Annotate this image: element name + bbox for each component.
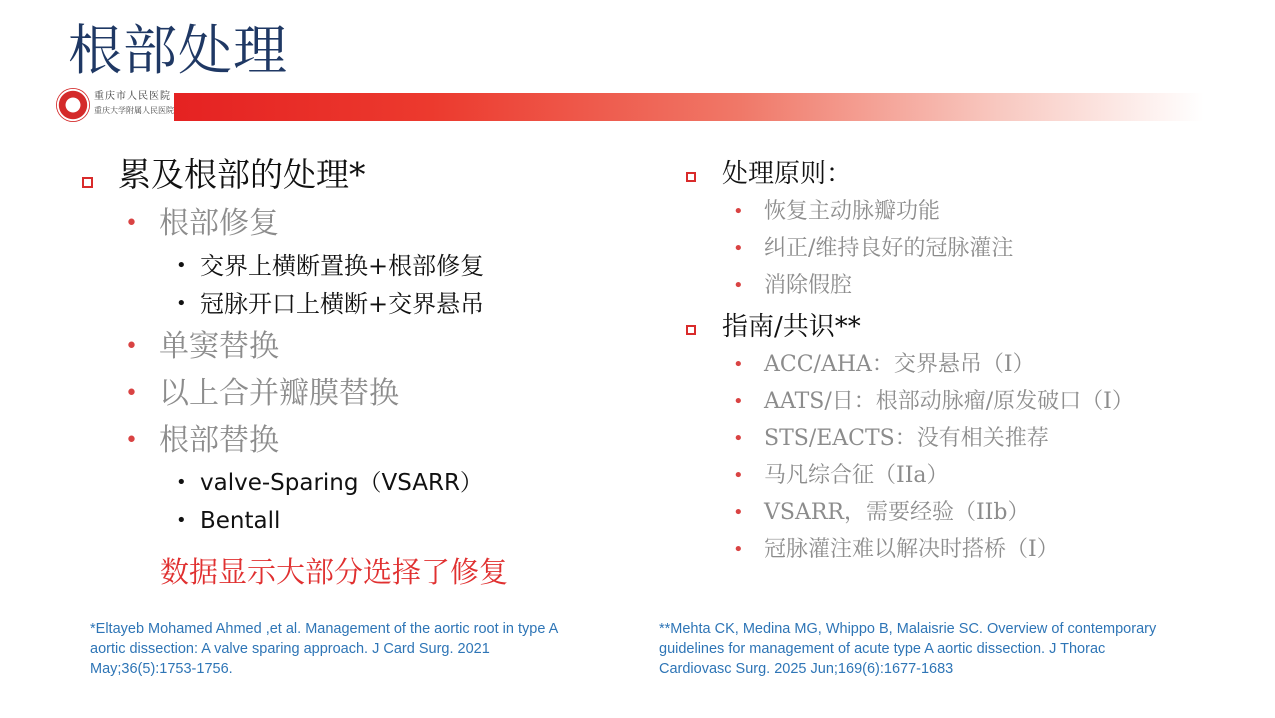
heading-text: 处理原则：: [722, 159, 853, 189]
sub-list-item: [80, 247, 640, 285]
item-text: Bentall: [200, 508, 281, 534]
reference-line: May;36(5):1753-1756.: [90, 661, 233, 677]
reference-line: **Mehta CK, Medina MG, Whippo B, Malaisrie SC. Overview of contemporary: [659, 621, 1157, 637]
reference-right: [659, 619, 1229, 679]
list-item: [686, 494, 1246, 531]
list-item: [80, 370, 640, 417]
dot-bullet-icon: •: [176, 255, 187, 276]
item-text: VSARR，需要经验（IIb）: [764, 500, 1030, 525]
list-item: [80, 323, 640, 370]
hospital-logo: [56, 88, 176, 124]
item-text: 交界上横断置换+根部修复: [200, 252, 485, 280]
item-text: 冠脉灌注难以解决时搭桥（I）: [764, 537, 1059, 562]
dot-bullet-icon: •: [733, 428, 744, 449]
dot-bullet-icon: •: [733, 539, 744, 560]
reference-left: [90, 619, 630, 679]
dot-bullet-icon: •: [733, 354, 744, 375]
list-item: [686, 383, 1246, 420]
logo-text: [94, 90, 174, 117]
sub-list-item: [80, 464, 640, 502]
sub-list-item: [80, 285, 640, 323]
item-text: 恢复主动脉瓣功能: [764, 199, 941, 224]
item-text: 马凡综合征（IIa）: [764, 463, 949, 488]
item-text: AATS/日：根部动脉瘤/原发破口（I）: [764, 389, 1134, 414]
item-text: STS/EACTS：没有相关推荐: [764, 426, 1049, 451]
dot-bullet-icon: •: [733, 275, 744, 296]
dot-bullet-icon: •: [176, 293, 187, 314]
list-item: [80, 200, 640, 247]
item-text: 单窦替换: [159, 329, 279, 364]
item-text: 冠脉开口上横断+交界悬吊: [200, 290, 485, 318]
dot-bullet-icon: •: [125, 428, 138, 453]
heading-text: 累及根部的处理*: [118, 155, 366, 194]
reference-line: guidelines for management of acute type A aortic dissection. J Thorac: [659, 641, 1106, 657]
list-item: [80, 417, 640, 464]
reference-line: Cardiovasc Surg. 2025 Jun;169(6):1677-1683: [659, 661, 954, 677]
reference-line: *Eltayeb Mohamed Ahmed ,et al. Management of the aortic root in type A: [90, 621, 559, 637]
dot-bullet-icon: •: [733, 502, 744, 523]
dot-bullet-icon: •: [125, 211, 138, 236]
right-column: [686, 155, 1246, 568]
list-item: [686, 420, 1246, 457]
slide-title: 根部处理: [68, 19, 288, 82]
root-involvement-heading: [80, 150, 640, 200]
dot-bullet-icon: •: [733, 391, 744, 412]
dot-bullet-icon: •: [176, 472, 187, 493]
sub-list-item: [80, 502, 640, 540]
reference-line: aortic dissection: A valve sparing approach. J Card Surg. 2021: [90, 641, 490, 657]
logo-line-1: 重庆市人民医院: [94, 91, 171, 102]
list-item: [686, 346, 1246, 383]
principles-heading: [686, 155, 1246, 193]
heading-text: 指南/共识**: [722, 312, 861, 342]
list-item: [686, 457, 1246, 494]
item-text: 根部替换: [159, 423, 279, 458]
square-bullet-icon: [686, 325, 696, 335]
item-text: 以上合并瓣膜替换: [159, 376, 399, 411]
item-text: 纠正/维持良好的冠脉灌注: [764, 236, 1014, 261]
item-text: 消除假腔: [764, 273, 853, 298]
dot-bullet-icon: •: [733, 465, 744, 486]
dot-bullet-icon: •: [125, 381, 138, 406]
list-item: [686, 267, 1246, 304]
left-column: [80, 150, 640, 594]
list-item: [686, 531, 1246, 568]
item-text: 根部修复: [159, 206, 279, 241]
hospital-seal-icon: [56, 88, 90, 122]
dot-bullet-icon: •: [125, 334, 138, 359]
logo-line-2: 重庆大学附属人民医院: [94, 106, 174, 115]
list-item: [686, 230, 1246, 267]
conclusion-text: 数据显示大部分选择了修复: [160, 555, 509, 589]
dot-bullet-icon: •: [733, 238, 744, 259]
list-item: [686, 193, 1246, 230]
header-gradient-bar: [174, 93, 1204, 121]
dot-bullet-icon: •: [176, 510, 187, 531]
item-text: ACC/AHA：交界悬吊（I）: [764, 352, 1035, 377]
square-bullet-icon: [82, 177, 93, 188]
square-bullet-icon: [686, 172, 696, 182]
guidelines-heading: [686, 308, 1246, 346]
item-text: valve-Sparing（VSARR）: [200, 470, 483, 496]
dot-bullet-icon: •: [733, 201, 744, 222]
